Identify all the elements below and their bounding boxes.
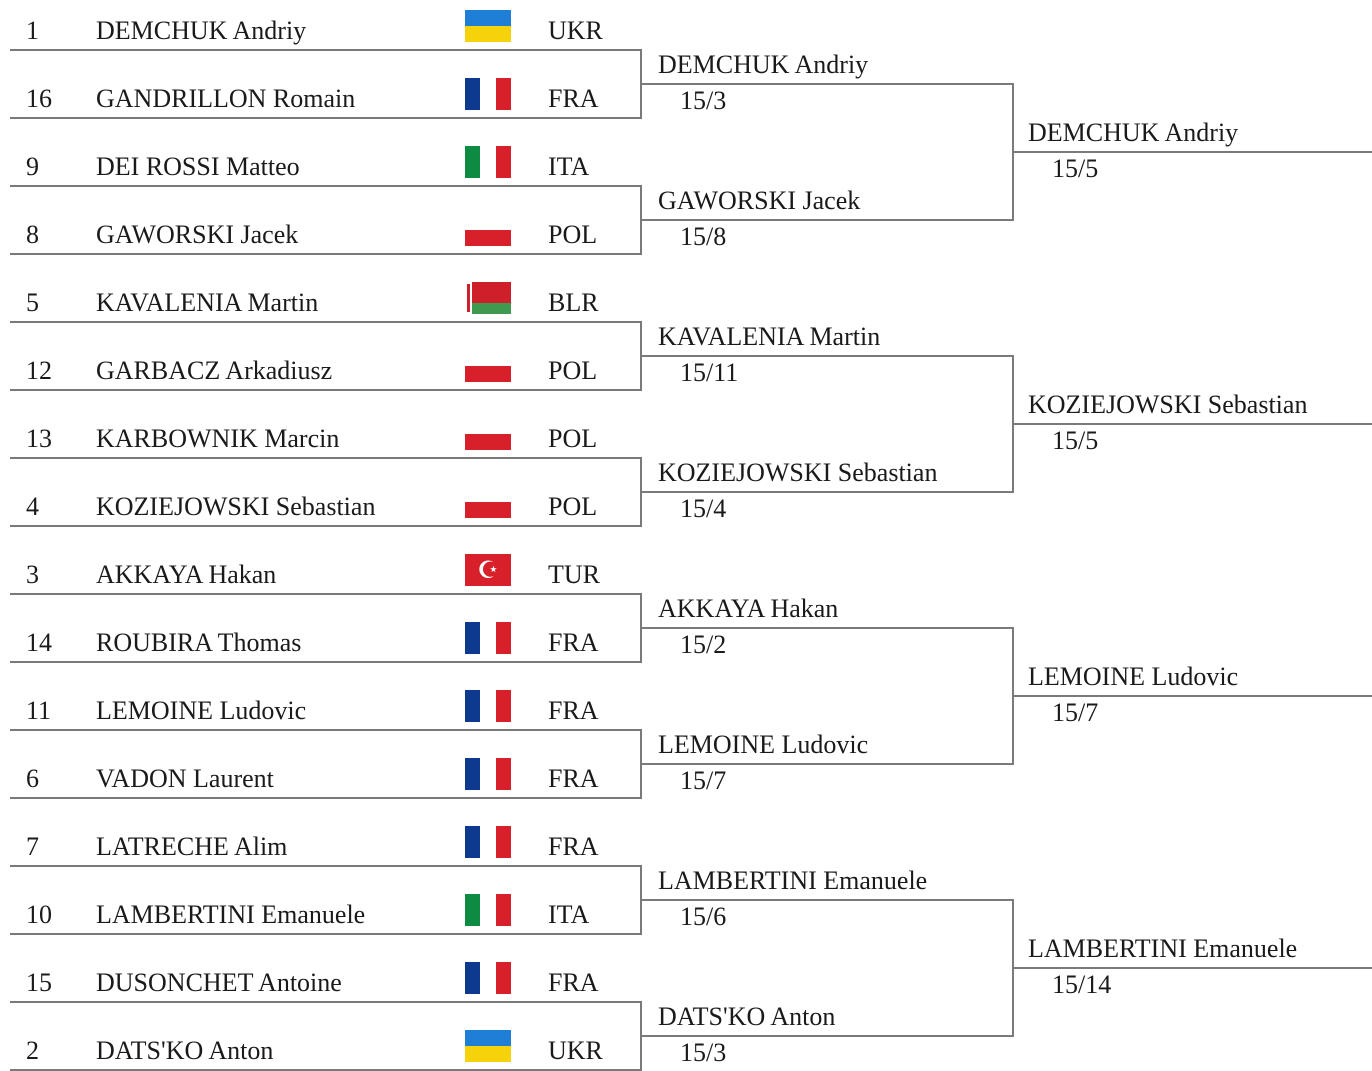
fra-flag-icon (465, 758, 511, 790)
entrant-line (10, 49, 642, 51)
entrant-country: ITA (548, 152, 590, 181)
fra-flag-icon (465, 826, 511, 858)
match-winner-name: DEMCHUK Andriy (1028, 118, 1239, 147)
winner-line (640, 219, 1014, 221)
entrant-country: FRA (548, 832, 599, 861)
tur-flag-icon: ☪ (465, 554, 511, 586)
entrant-name: DUSONCHET Antoine (96, 968, 342, 997)
entrant-country: POL (548, 220, 598, 249)
entrant-line (10, 525, 642, 527)
entrant-country: BLR (548, 288, 599, 317)
entrant-name: GAWORSKI Jacek (96, 220, 299, 249)
winner-line (1012, 695, 1372, 697)
entrant-seed: 7 (26, 832, 39, 861)
match-winner-name: DEMCHUK Andriy (658, 50, 869, 79)
pol-flag-icon (465, 418, 511, 450)
entrant-line (10, 661, 642, 663)
entrant-name: KAVALENIA Martin (96, 288, 319, 317)
entrant-name: KOZIEJOWSKI Sebastian (96, 492, 376, 521)
entrant-seed: 8 (26, 220, 39, 249)
entrant-line (10, 865, 642, 867)
match-score: 15/11 (680, 358, 739, 387)
entrant-name: ROUBIRA Thomas (96, 628, 302, 657)
pol-flag-icon (465, 350, 511, 382)
entrant-seed: 6 (26, 764, 39, 793)
entrant-line (10, 593, 642, 595)
winner-line (640, 627, 1014, 629)
entrant-country: FRA (548, 628, 599, 657)
winner-line (640, 763, 1014, 765)
entrant-country: UKR (548, 16, 603, 45)
entrant-seed: 12 (26, 356, 52, 385)
winner-line (640, 83, 1014, 85)
entrant-country: UKR (548, 1036, 603, 1065)
entrant-name: DATS'KO Anton (96, 1036, 274, 1065)
entrant-seed: 15 (26, 968, 52, 997)
match-winner-name: GAWORSKI Jacek (658, 186, 861, 215)
entrant-name: DEI ROSSI Matteo (96, 152, 300, 181)
entrant-name: AKKAYA Hakan (96, 560, 277, 589)
entrant-seed: 16 (26, 84, 52, 113)
entrant-country: ITA (548, 900, 590, 929)
fra-flag-icon (465, 962, 511, 994)
match-score: 15/5 (1052, 426, 1099, 455)
entrant-country: POL (548, 356, 598, 385)
entrant-seed: 2 (26, 1036, 39, 1065)
entrant-country: FRA (548, 764, 599, 793)
entrant-line (10, 117, 642, 119)
entrant-line (10, 321, 642, 323)
match-winner-name: LAMBERTINI Emanuele (1028, 934, 1298, 963)
winner-line (640, 355, 1014, 357)
winner-line (1012, 423, 1372, 425)
match-winner-name: LEMOINE Ludovic (658, 730, 869, 759)
entrant-seed: 4 (26, 492, 39, 521)
ukr-flag-icon (465, 10, 511, 42)
match-winner-name: KOZIEJOWSKI Sebastian (1028, 390, 1308, 419)
entrant-country: POL (548, 424, 598, 453)
entrant-name: LATRECHE Alim (96, 832, 288, 861)
winner-line (640, 1035, 1014, 1037)
entrant-country: POL (548, 492, 598, 521)
entrant-line (10, 933, 642, 935)
entrant-name: LEMOINE Ludovic (96, 696, 307, 725)
match-score: 15/7 (1052, 698, 1099, 727)
match-winner-name: KAVALENIA Martin (658, 322, 881, 351)
ita-flag-icon (465, 146, 511, 178)
entrant-country: FRA (548, 84, 599, 113)
match-score: 15/5 (1052, 154, 1099, 183)
entrant-name: KARBOWNIK Marcin (96, 424, 340, 453)
match-winner-name: KOZIEJOWSKI Sebastian (658, 458, 938, 487)
entrant-line (10, 1001, 642, 1003)
match-winner-name: DATS'KO Anton (658, 1002, 836, 1031)
ukr-flag-icon (465, 1030, 511, 1062)
blr-flag-icon (465, 282, 511, 314)
entrant-name: VADON Laurent (96, 764, 274, 793)
entrant-name: GARBACZ Arkadiusz (96, 356, 333, 385)
ita-flag-icon (465, 894, 511, 926)
entrant-line (10, 389, 642, 391)
match-winner-name: LAMBERTINI Emanuele (658, 866, 928, 895)
match-score: 15/8 (680, 222, 727, 251)
winner-line (1012, 967, 1372, 969)
winner-line (640, 491, 1014, 493)
entrant-seed: 10 (26, 900, 52, 929)
entrant-line (10, 185, 642, 187)
entrant-name: DEMCHUK Andriy (96, 16, 307, 45)
entrant-line (10, 729, 642, 731)
entrant-seed: 13 (26, 424, 52, 453)
entrant-line (10, 797, 642, 799)
pol-flag-icon (465, 214, 511, 246)
match-winner-name: AKKAYA Hakan (658, 594, 839, 623)
entrant-name: LAMBERTINI Emanuele (96, 900, 366, 929)
match-score: 15/6 (680, 902, 727, 931)
entrant-line (10, 457, 642, 459)
match-score: 15/4 (680, 494, 727, 523)
match-score: 15/7 (680, 766, 727, 795)
match-score: 15/3 (680, 1038, 727, 1067)
entrant-seed: 3 (26, 560, 39, 589)
winner-line (1012, 151, 1372, 153)
entrant-seed: 14 (26, 628, 52, 657)
match-score: 15/2 (680, 630, 727, 659)
match-winner-name: LEMOINE Ludovic (1028, 662, 1239, 691)
entrant-seed: 1 (26, 16, 39, 45)
fra-flag-icon (465, 78, 511, 110)
pol-flag-icon (465, 486, 511, 518)
entrant-seed: 5 (26, 288, 39, 317)
entrant-seed: 9 (26, 152, 39, 181)
entrant-seed: 11 (26, 696, 52, 725)
match-score: 15/14 (1052, 970, 1112, 999)
entrant-line (10, 253, 642, 255)
fra-flag-icon (465, 690, 511, 722)
entrant-country: FRA (548, 696, 599, 725)
entrant-name: GANDRILLON Romain (96, 84, 356, 113)
entrant-country: TUR (548, 560, 600, 589)
winner-line (640, 899, 1014, 901)
entrant-country: FRA (548, 968, 599, 997)
match-score: 15/3 (680, 86, 727, 115)
fra-flag-icon (465, 622, 511, 654)
